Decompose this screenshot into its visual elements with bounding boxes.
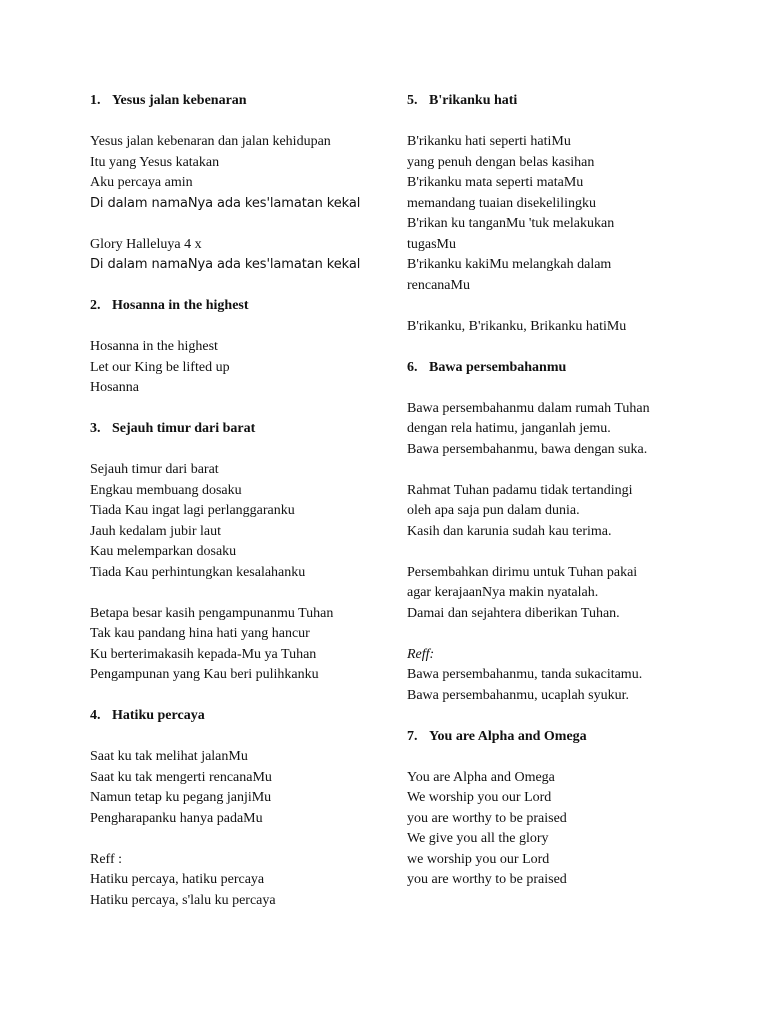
lyric-line: Hatiku percaya, s'lalu ku percaya	[90, 892, 276, 908]
lyric-line: We worship you our Lord	[407, 790, 552, 805]
lyric-line: B'rikanku hati seperti hatiMu	[407, 134, 571, 149]
lyric-line: memandang tuaian disekelilingku	[407, 195, 596, 211]
lyric-line: dengan rela hatimu, janganlah jemu.	[407, 421, 611, 436]
lyric-line: you are worthy to be praised	[407, 872, 567, 887]
lyric-line: Hosanna in the highest	[90, 339, 218, 354]
song-number: 6.	[407, 359, 418, 375]
song-title-text: You are Alpha and Omega	[429, 728, 587, 744]
song-number: 2.	[90, 298, 101, 313]
lyric-line: Tiada Kau ingat lagi perlanggaranku	[90, 503, 295, 518]
reff-label: Reff :	[90, 851, 123, 867]
lyric-line: B'rikanku, B'rikanku, Brikanku hatiMu	[407, 318, 627, 334]
lyric-line: Hosanna	[90, 380, 139, 395]
lyric-line: Bawa persembahanmu, bawa dengan suka.	[407, 441, 648, 457]
lyric-line: Sejauh timur dari barat	[90, 462, 219, 477]
song-title-text: Yesus jalan kebenaran	[112, 93, 247, 108]
lyric-line: agar kerajaanNya makin nyatalah.	[407, 585, 599, 600]
lyric-line: Betapa besar kasih pengampunanmu Tuhan	[90, 605, 334, 621]
song-title-text: Bawa persembahanmu	[429, 359, 567, 375]
lyric-line: Bawa persembahanmu, ucaplah syukur.	[407, 687, 629, 703]
lyric-line: Yesus jalan kebenaran dan jalan kehidupan	[90, 134, 331, 149]
lyric-line: Persembahkan dirimu untuk Tuhan pakai	[407, 564, 638, 580]
lyric-line: Di dalam namaNya ada kes'lamatan kekal	[90, 195, 361, 211]
lyric-line: we worship you our Lord	[407, 851, 550, 867]
lyric-line: B'rikan ku tanganMu 'tuk melakukan tugasMu	[407, 216, 615, 252]
lyric-line: Pengharapanku hanya padaMu	[90, 810, 263, 826]
song-title-text: Sejauh timur dari barat	[112, 421, 256, 436]
song-number: 7.	[407, 728, 418, 744]
song-title	[407, 727, 727, 748]
lyric-line: Engkau membuang dosaku	[90, 482, 242, 498]
song-title	[407, 358, 727, 379]
lyric-line: Di dalam namaNya ada kes'lamatan kekal	[90, 257, 361, 272]
lyric-line: We give you all the glory	[407, 831, 549, 846]
lyric-line: Jauh kedalam jubir laut	[90, 523, 222, 539]
lyric-line: Pengampunan yang Kau beri pulihkanku	[90, 667, 319, 682]
lyric-line: Namun tetap ku pegang janjiMu	[90, 790, 272, 805]
lyric-line: B'rikanku kakiMu melangkah dalam rencanaMu	[407, 257, 612, 293]
lyric-line: Rahmat Tuhan padamu tidak tertandingi	[407, 482, 633, 498]
lyric-line: Let our King be lifted up	[90, 359, 230, 375]
lyric-line: Itu yang Yesus katakan	[90, 154, 220, 170]
lyric-line: Aku percaya amin	[90, 175, 193, 190]
lyric-line: Saat ku tak mengerti rencanaMu	[90, 769, 272, 785]
song-number: 5.	[407, 93, 418, 108]
lyric-line: Tiada Kau perhintungkan kesalahanku	[90, 564, 306, 580]
lyric-line: Hatiku percaya, hatiku percaya	[90, 872, 265, 887]
song-number: 1.	[90, 93, 101, 108]
lyric-line: Damai dan sejahtera diberikan Tuhan.	[407, 605, 620, 621]
song-title	[90, 706, 390, 727]
right-column	[407, 91, 727, 891]
lyric-line: oleh apa saja pun dalam dunia.	[407, 503, 580, 518]
song-title	[90, 296, 390, 317]
lyric-line: Tak kau pandang hina hati yang hancur	[90, 626, 310, 641]
lyric-line: Kasih dan karunia sudah kau terima.	[407, 523, 612, 539]
song-number: 3.	[90, 421, 101, 436]
lyric-line: Saat ku tak melihat jalanMu	[90, 749, 248, 764]
lyric-line: Kau melemparkan dosaku	[90, 544, 237, 559]
reff-label: Reff:	[407, 646, 435, 662]
song-title	[407, 91, 727, 112]
song-title	[90, 91, 390, 112]
lyric-line: yang penuh dengan belas kasihan	[407, 154, 595, 170]
lyric-line: Ku berterimakasih kepada-Mu ya Tuhan	[90, 646, 317, 662]
lyric-line: you are worthy to be praised	[407, 810, 567, 826]
lyric-line: B'rikanku mata seperti mataMu	[407, 175, 584, 190]
lyric-line: You are Alpha and Omega	[407, 769, 555, 785]
song-number: 4.	[90, 708, 101, 723]
lyric-line: Bawa persembahanmu, tanda sukacitamu.	[407, 667, 643, 682]
lyric-line: Bawa persembahanmu dalam rumah Tuhan	[407, 400, 650, 416]
song-title-text: Hosanna in the highest	[112, 298, 249, 313]
song-title-text: B'rikanku hati	[429, 93, 518, 108]
song-title-text: Hatiku percaya	[112, 708, 205, 723]
left-column	[90, 91, 390, 911]
song-title	[90, 419, 390, 440]
lyric-line: Glory Halleluya 4 x	[90, 236, 202, 252]
